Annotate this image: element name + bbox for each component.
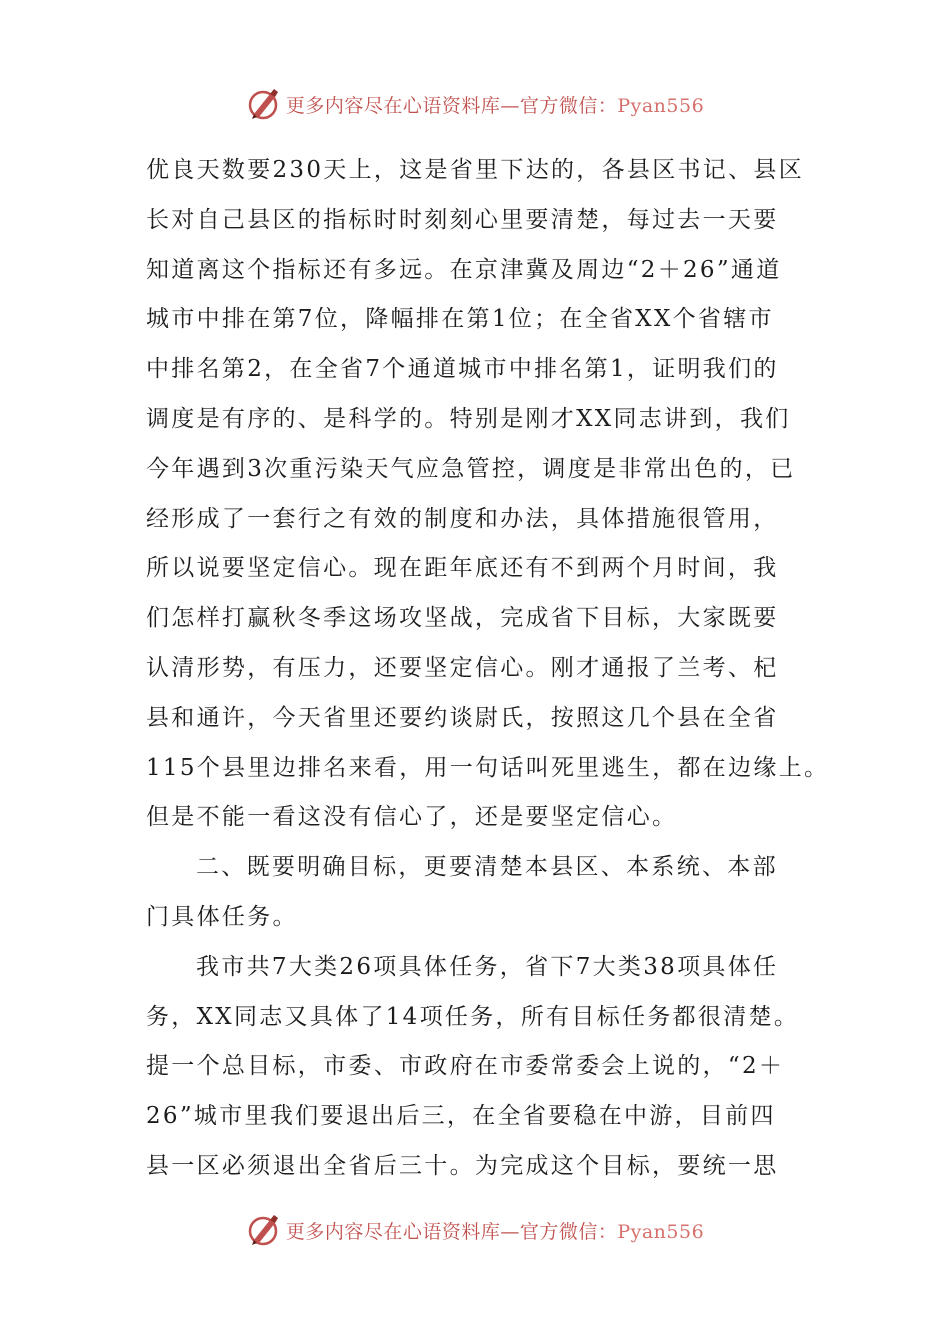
text-line: 务，XX同志又具体了14项任务，所有目标任务都很清楚。 (146, 1003, 800, 1030)
text-line: 调度是有序的、是科学的。特别是刚才XX同志讲到，我们 (146, 405, 791, 432)
text-line: 长对自己县区的指标时时刻刻心里要清楚，每过去一天要 (146, 206, 779, 233)
banner-text (286, 1217, 704, 1244)
text-line: 提一个总目标，市委、市政府在市委常委会上说的，“2＋ (146, 1053, 785, 1080)
banner-slogan: 更多内容尽在心语资料库—官方微信： (285, 94, 618, 117)
text-line: 我市共7大类26项具体任务，省下7大类38项具体任 (196, 953, 779, 980)
pen-logo-icon (246, 1212, 282, 1248)
text-line: 二、既要明确目标，更要清楚本县区、本系统、本部 (196, 854, 778, 881)
text-line: 但是不能一看这没有信心了，还是要坚定信心。 (146, 804, 678, 831)
text-line: 中排名第2，在全省7个通道城市中排名第1，证明我们的 (146, 356, 779, 383)
text-line: 所以说要坚定信心。现在距年底还有不到两个月时间，我 (146, 555, 779, 582)
text-line: 门具体任务。 (146, 903, 298, 930)
text-line: 经形成了一套行之有效的制度和办法，具体措施很管用， (146, 505, 779, 532)
text-line: 知道离这个指标还有多远。在京津冀及周边“2＋26”通道 (146, 256, 782, 283)
banner-text (286, 91, 704, 118)
text-line: 们怎样打赢秋冬季这场攻坚战，完成省下目标，大家既要 (146, 605, 779, 632)
text-line: 城市中排在第7位，降幅排在第1位；在全省XX个省辖市 (146, 306, 774, 333)
text-line: 认清形势，有压力，还要坚定信心。刚才通报了兰考、杞 (146, 654, 779, 681)
pen-logo-icon (246, 86, 282, 122)
banner-slogan: 更多内容尽在心语资料库—官方微信： (285, 1220, 618, 1243)
text-line: 县一区必须退出全省后三十。为完成这个目标，要统一思 (146, 1152, 779, 1179)
footer-banner-inner (246, 1212, 704, 1248)
text-line: 优良天数要230天上，这是省里下达的，各县区书记、县区 (146, 157, 804, 183)
footer-banner (0, 1210, 950, 1250)
banner-wechat-id: Pyan556 (617, 94, 705, 117)
text-line: 115个县里边排名来看，用一句话叫死里逃生，都在边缘上。 (146, 754, 830, 781)
document-body (146, 146, 830, 1192)
text-line: 今年遇到3次重污染天气应急管控，调度是非常出色的，已 (146, 455, 796, 482)
banner-wechat-id: Pyan556 (617, 1220, 705, 1243)
text-line: 26”城市里我们要退出后三，在全省要稳在中游，目前四 (146, 1103, 776, 1130)
text-line: 县和通许，今天省里还要约谈尉氏，按照这几个县在全省 (146, 704, 779, 731)
header-banner (0, 84, 950, 124)
header-banner-inner (246, 86, 704, 122)
